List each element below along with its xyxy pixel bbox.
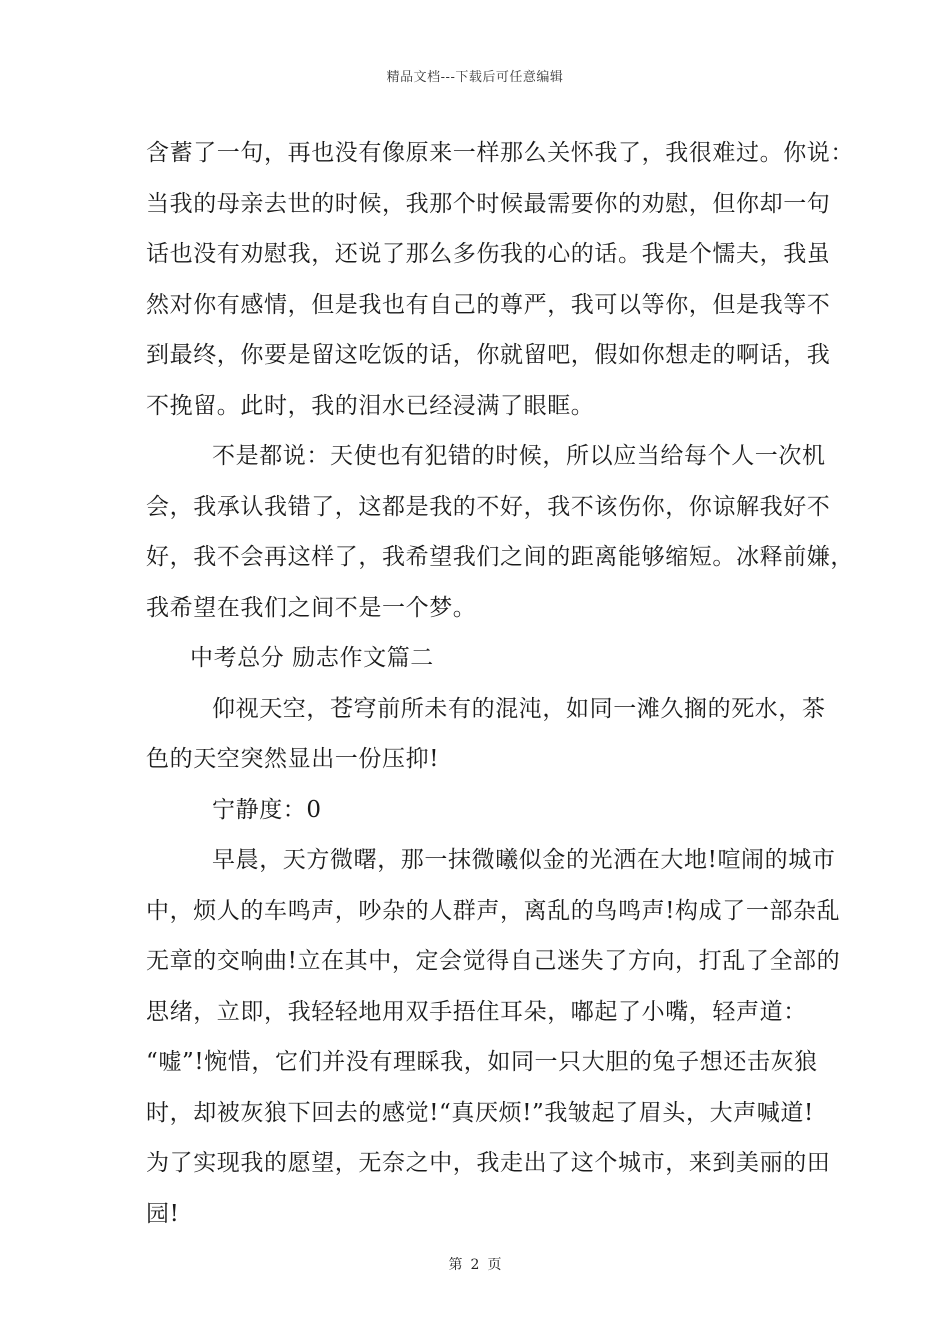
paragraph — [146, 835, 841, 1239]
text-line: 为了实现我的愿望，无奈之中，我走出了这个城市，来到美丽的田 — [146, 1150, 831, 1176]
text-line: “嘘”!惋惜，它们并没有理睬我，如同一只大胆的兔子想还击灰狼 — [146, 1049, 818, 1075]
text-line: 话也没有劝慰我，还说了那么多伤我的心的话。我是个懦夫，我虽 — [146, 241, 831, 267]
text-line: 含蓄了一句，再也没有像原来一样那么关怀我了，我很难过。你说： — [146, 140, 854, 166]
text-line: 早晨，天方微曙，那一抹微曦似金的光洒在大地!喧闹的城市 — [212, 847, 836, 873]
text-line: 然对你有感情，但是我也有自己的尊严，我可以等你，但是我等不 — [146, 291, 831, 318]
text-line: 好，我不会再这样了，我希望我们之间的距离能够缩短。冰释前嫌， — [146, 544, 854, 570]
text-line: 园! — [146, 1200, 180, 1227]
paragraph — [146, 785, 826, 836]
text-line: 宁静度：0 — [212, 796, 322, 823]
page-footer — [0, 1254, 950, 1274]
paragraph — [146, 128, 854, 431]
section-heading: 中考总分 励志作文篇二 — [190, 645, 434, 671]
text-line: 我希望在我们之间不是一个梦。 — [146, 594, 477, 621]
text-line: 不是都说：天使也有犯错的时候，所以应当给每个人一次机 — [212, 443, 826, 469]
text-line: 不挽留。此时，我的泪水已经浸满了眼眶。 — [146, 392, 595, 419]
text-line: 色的天空突然显出一份压抑! — [146, 746, 440, 772]
text-line: 中，烦人的车鸣声，吵杂的人群声，离乱的鸟鸣声!构成了一部杂乱 — [146, 897, 841, 924]
text-line: 时，却被灰狼下回去的感觉!“真厌烦!”我皱起了眉头，大声喊道! — [146, 1099, 814, 1126]
paragraph — [146, 633, 826, 684]
text-line: 无章的交响曲!立在其中，定会觉得自己迷失了方向，打乱了全部的 — [146, 948, 841, 974]
text-line: 当我的母亲去世的时候，我那个时候最需要你的劝慰，但你却一句 — [146, 190, 831, 217]
document-body — [146, 128, 854, 1239]
text-line: 到最终，你要是留这吃饭的话，你就留吧，假如你想走的啊话，我 — [146, 342, 831, 368]
paragraph — [146, 431, 854, 633]
text-line: 仰视天空，苍穹前所未有的混沌，如同一滩久搁的死水，茶 — [212, 695, 826, 722]
text-line: 会，我承认我错了，这都是我的不好，我不该伤你，你谅解我好不 — [146, 493, 831, 520]
page-header: 精品文档---下载后可任意编辑 — [386, 70, 564, 85]
page-prefix: 第 — [448, 1257, 463, 1273]
page-suffix: 页 — [487, 1257, 502, 1273]
page-number: 2 — [470, 1257, 480, 1273]
text-line: 思绪，立即，我轻轻地用双手捂住耳朵，嘟起了小嘴，轻声道： — [146, 998, 807, 1025]
paragraph — [146, 684, 826, 785]
